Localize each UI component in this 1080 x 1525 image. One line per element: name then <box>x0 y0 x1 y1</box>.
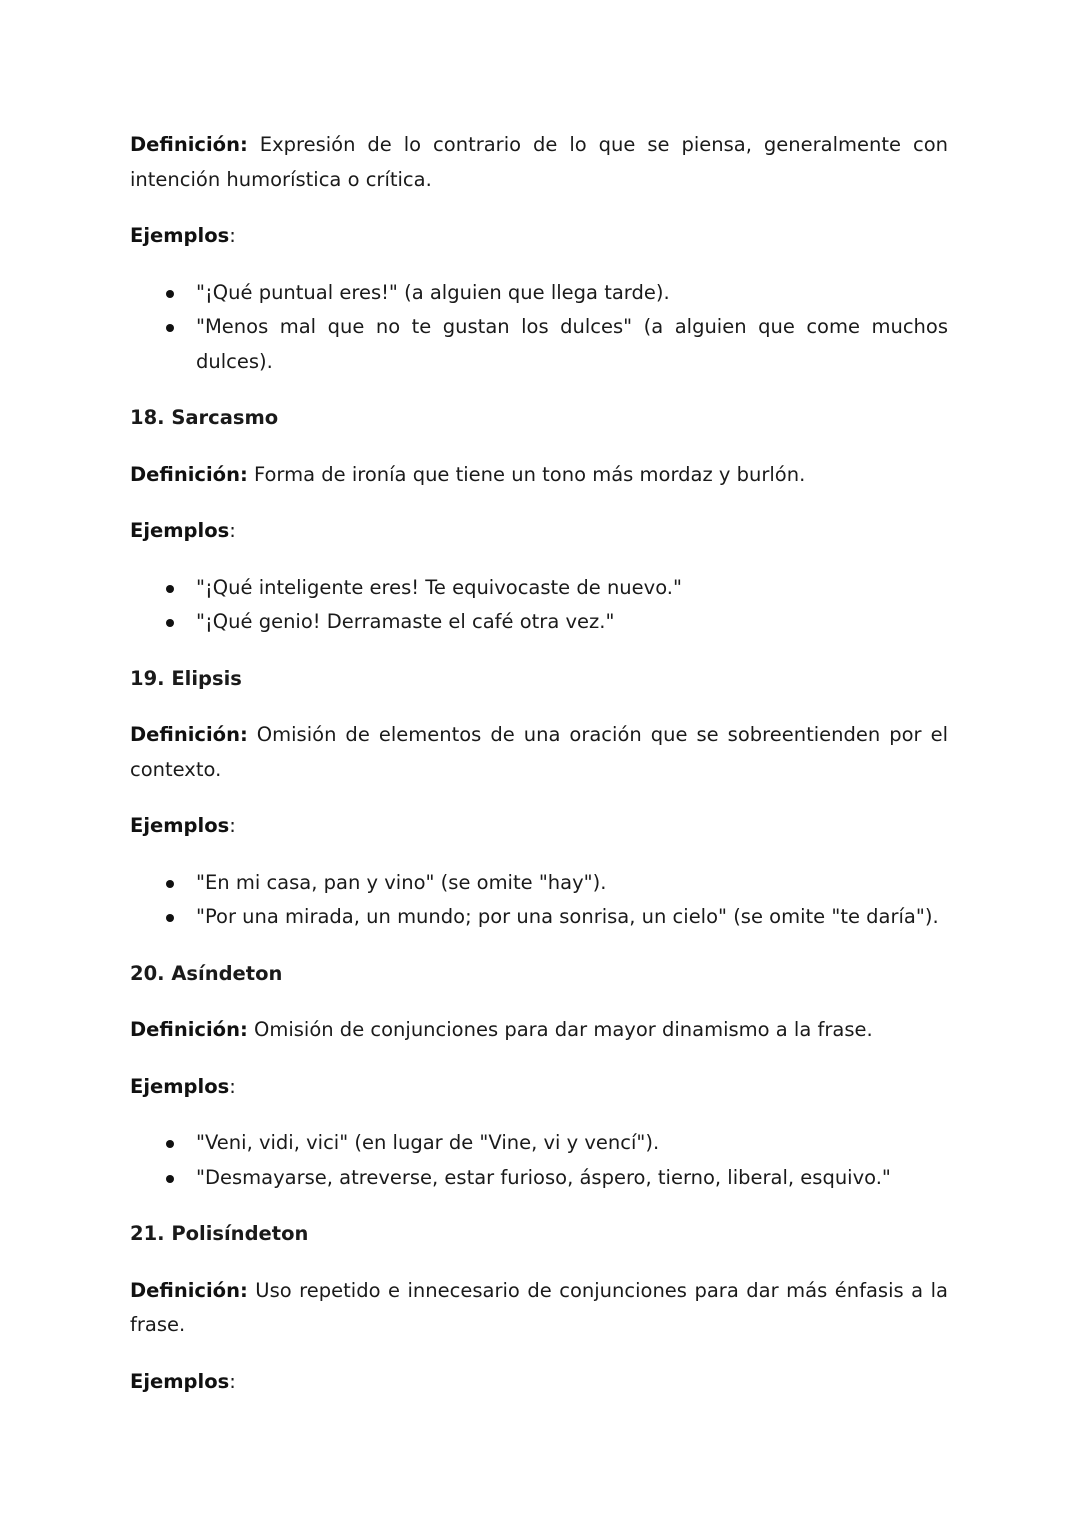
definition-text: Expresión de lo contrario de lo que se piensa, generalmente con intención humorística o crítica. <box>130 133 948 191</box>
examples-label: Ejemplos <box>130 224 230 247</box>
section-heading: 19. Elipsis <box>130 666 242 690</box>
examples-label: Ejemplos <box>130 1074 230 1098</box>
definition-label: Definición <box>130 723 240 746</box>
examples-list <box>130 1126 948 1195</box>
list-item <box>196 866 948 901</box>
examples-label-line: Ejemplos: <box>130 1369 236 1393</box>
list-item <box>196 1126 948 1161</box>
examples-label: Ejemplos <box>130 519 230 542</box>
definition-text: Forma de ironía que tiene un tono más mordaz y burlón. <box>253 462 806 486</box>
bullet-icon <box>166 880 174 888</box>
definition-label: Definición <box>130 133 240 156</box>
examples-label: Ejemplos <box>130 814 230 837</box>
bullet-icon <box>166 585 174 593</box>
list-item <box>196 571 948 606</box>
definition-paragraph: Definición: Expresión de lo contrario de lo que se piensa, generalmente con intención humorística o crítica. <box>130 133 948 191</box>
example-text: "¡Qué inteligente eres! Te equivocaste de nuevo." <box>196 575 682 599</box>
examples-list <box>130 276 948 380</box>
bullet-icon <box>166 324 174 332</box>
examples-label-line: Ejemplos: <box>130 1074 236 1098</box>
definition-paragraph: Definición: Omisión de conjunciones para dar mayor dinamismo a la frase. <box>130 1018 873 1041</box>
example-text: "En mi casa, pan y vino" (se omite "hay"). <box>196 870 607 894</box>
examples-list <box>130 571 948 640</box>
section-heading: 21. Polisíndeton <box>130 1222 309 1245</box>
examples-label: Ejemplos <box>130 1369 230 1393</box>
example-text: "¡Qué puntual eres!" (a alguien que llega tarde). <box>196 280 670 304</box>
examples-label-line: Ejemplos: <box>130 224 236 247</box>
definition-paragraph: Definición: Uso repetido e innecesario de conjunciones para dar más énfasis a la frase. <box>130 1278 948 1336</box>
definition-text: Omisión de elementos de una oración que se sobreentienden por el contexto. <box>130 723 948 781</box>
example-text: "Desmayarse, atreverse, estar furioso, áspero, tierno, liberal, esquivo." <box>196 1165 891 1189</box>
bullet-icon <box>166 619 174 627</box>
list-item <box>196 900 948 935</box>
definition-paragraph: Definición: Omisión de elementos de una oración que se sobreentienden por el contexto. <box>130 723 948 781</box>
definition-label: Definición <box>130 1018 240 1041</box>
bullet-icon <box>166 1175 174 1183</box>
definition-paragraph: Definición: Forma de ironía que tiene un tono más mordaz y burlón. <box>130 462 806 486</box>
section-heading: 20. Asíndeton <box>130 961 283 985</box>
list-item <box>196 605 948 640</box>
example-text: "Veni, vidi, vici" (en lugar de "Vine, vi y vencí"). <box>196 1131 660 1154</box>
list-item <box>196 276 948 311</box>
section-heading: 18. Sarcasmo <box>130 406 279 429</box>
list-item <box>196 1161 948 1196</box>
definition-text: Omisión de conjunciones para dar mayor dinamismo a la frase. <box>253 1018 873 1041</box>
example-text: "Menos mal que no te gustan los dulces" (a alguien que come muchos dulces). <box>196 315 948 373</box>
bullet-icon <box>166 914 174 922</box>
examples-list <box>130 866 948 935</box>
bullet-icon <box>166 290 174 298</box>
example-text: "¡Qué genio! Derramaste el café otra vez." <box>196 610 615 633</box>
definition-label: Definición <box>130 462 240 486</box>
examples-label-line: Ejemplos: <box>130 519 236 542</box>
definition-text: Uso repetido e innecesario de conjunciones para dar más énfasis a la frase. <box>130 1278 948 1336</box>
example-text: "Por una mirada, un mundo; por una sonrisa, un cielo" (se omite "te daría"). <box>196 905 939 928</box>
definition-label: Definición <box>130 1278 240 1302</box>
list-item <box>196 310 948 379</box>
bullet-icon <box>166 1140 174 1148</box>
examples-label-line: Ejemplos: <box>130 814 236 837</box>
document-page <box>130 128 948 1399</box>
